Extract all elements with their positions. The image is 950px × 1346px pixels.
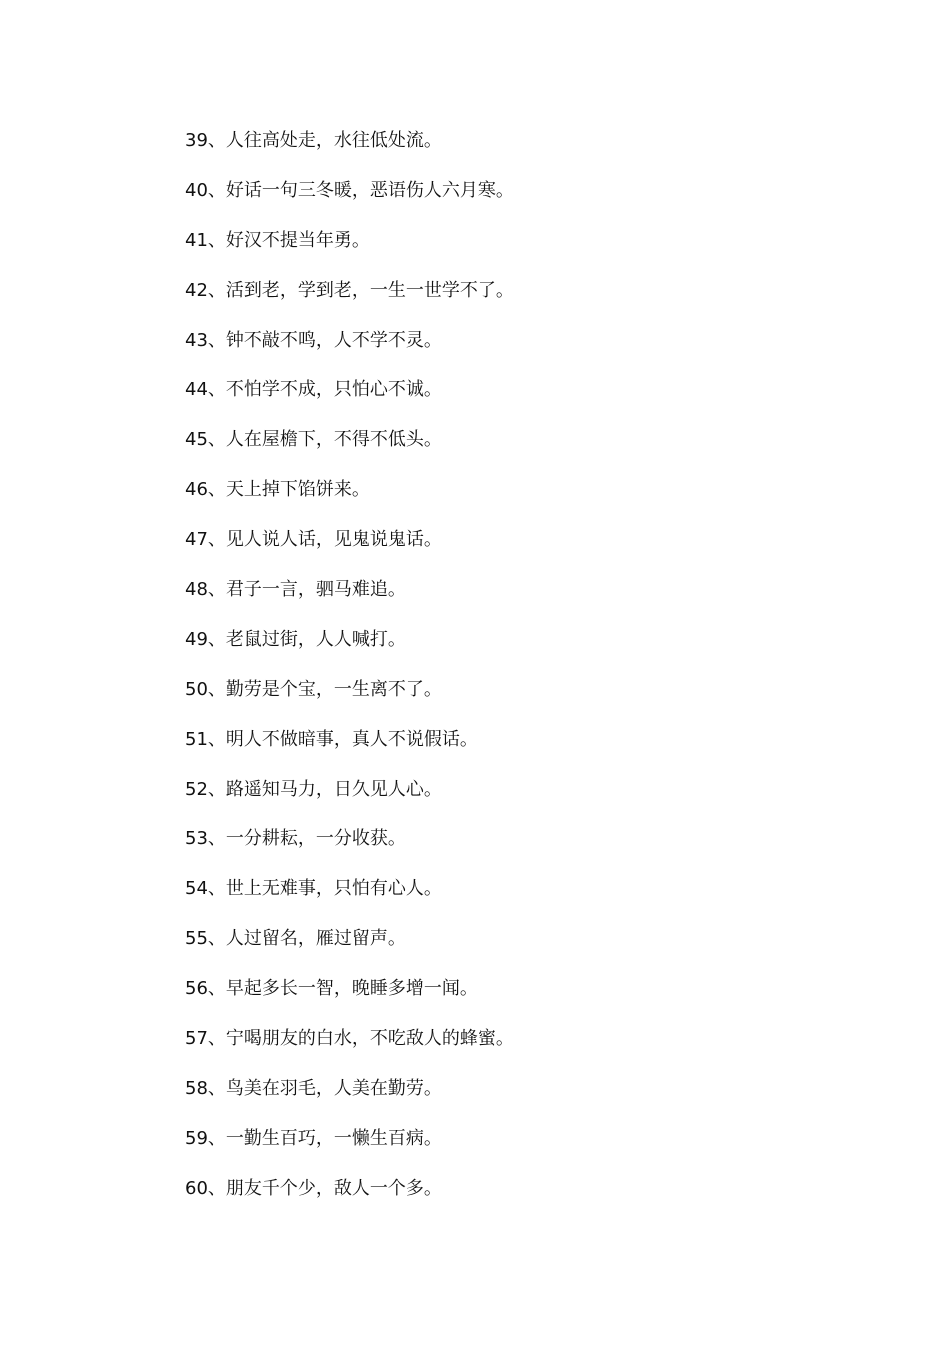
proverb-item: 59、一勤生百巧，一懒生百病。 [185,1127,442,1149]
proverb-item: 42、活到老，学到老，一生一世学不了。 [185,279,514,301]
proverb-item: 49、老鼠过街，人人喊打。 [185,628,406,650]
proverb-item: 53、一分耕耘，一分收获。 [185,828,406,850]
proverb-item: 50、勤劳是个宝，一生离不了。 [185,678,442,700]
proverb-item: 55、人过留名，雁过留声。 [185,928,406,950]
proverb-list [185,128,514,1226]
proverb-item: 47、见人说人话，见鬼说鬼话。 [185,529,442,551]
proverb-item: 46、天上掉下馅饼来。 [185,479,370,501]
proverb-item: 41、好汉不提当年勇。 [185,229,370,251]
proverb-item: 58、鸟美在羽毛，人美在勤劳。 [185,1077,442,1099]
proverb-item: 43、钟不敲不鸣，人不学不灵。 [185,329,442,351]
proverb-item: 48、君子一言，驷马难追。 [185,579,406,601]
proverb-item: 56、早起多长一智，晚睡多增一闻。 [185,978,478,1000]
proverb-item: 52、路遥知马力，日久见人心。 [185,778,442,800]
proverb-item: 51、明人不做暗事，真人不说假话。 [185,728,478,750]
proverb-item: 54、世上无难事，只怕有心人。 [185,878,442,900]
proverb-item: 45、人在屋檐下，不得不低头。 [185,429,442,451]
proverb-item: 57、宁喝朋友的白水，不吃敌人的蜂蜜。 [185,1028,514,1050]
proverb-item: 60、朋友千个少，敌人一个多。 [185,1177,442,1199]
proverb-item: 40、好话一句三冬暖，恶语伤人六月寒。 [185,179,514,201]
proverb-item: 44、不怕学不成，只怕心不诚。 [185,379,442,401]
proverb-item: 39、人往高处走，水往低处流。 [185,130,442,151]
